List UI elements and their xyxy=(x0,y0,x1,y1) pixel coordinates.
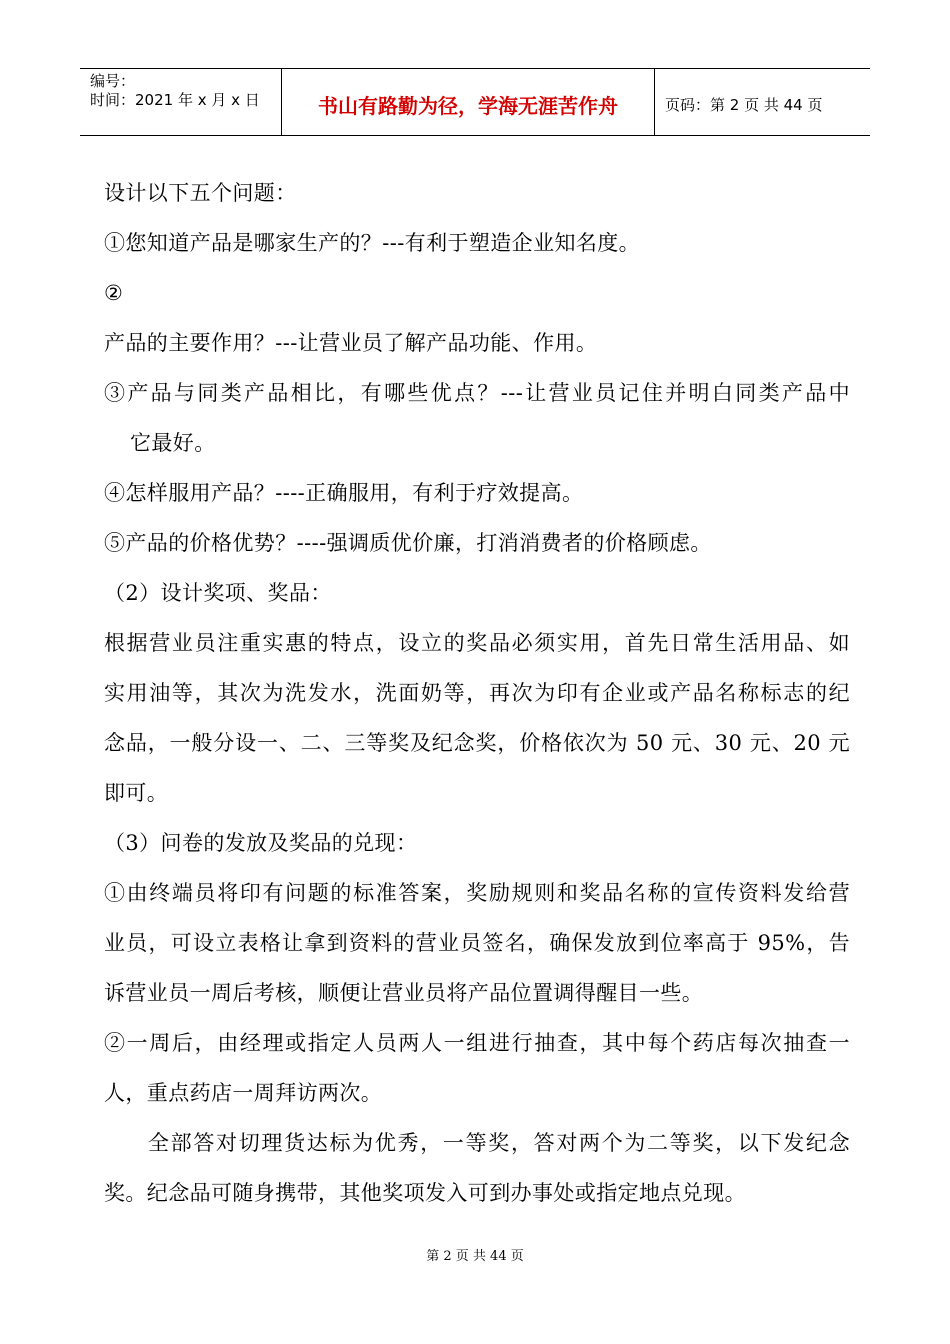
section-3-heading: （3）问卷的发放及奖品的兑现： xyxy=(104,831,418,855)
question-3-line: ③产品与同类产品相比，有哪些优点？---让营业员记住并明白同类产品中 xyxy=(104,381,850,405)
question-2-line: 产品的主要作用？---让营业员了解产品功能、作用。 xyxy=(104,331,598,355)
header-motto-cell xyxy=(282,69,655,135)
prize-paragraph-line: 即可。 xyxy=(104,781,169,805)
question-2-marker: ② xyxy=(104,281,124,305)
award-paragraph-line: 全部答对切理货达标为优秀，一等奖，答对两个为二等奖，以下发纪念 xyxy=(148,1131,850,1155)
prize-paragraph-line: 念品，一般分设一、二、三等奖及纪念奖，价格依次为 50 元、30 元、20 元 xyxy=(104,731,850,755)
section-2-heading: （2）设计奖项、奖品： xyxy=(104,581,332,605)
header-meta-cell xyxy=(80,69,282,135)
distribution-paragraph-line: ①由终端员将印有问题的标准答案，奖励规则和奖品名称的宣传资料发给营 xyxy=(104,881,850,905)
document-body xyxy=(104,168,850,1218)
distribution-paragraph-line: 业员，可设立表格让拿到资料的营业员签名，确保发放到位率高于 95%，告 xyxy=(104,931,850,955)
question-4-line: ④怎样服用产品？----正确服用，有利于疗效提高。 xyxy=(104,481,584,505)
award-paragraph-line: 奖。纪念品可随身携带，其他奖项发入可到办事处或指定地点兑现。 xyxy=(104,1181,746,1205)
prize-paragraph-line: 实用油等，其次为洗发水，洗面奶等，再次为印有企业或产品名称标志的纪 xyxy=(104,681,850,705)
document-date-label: 时间：2021 年 x 月 x 日 xyxy=(90,91,260,109)
header-table xyxy=(80,68,870,136)
header-page-cell xyxy=(655,69,870,135)
page-footer: 第 2 页 共 44 页 xyxy=(426,1249,524,1264)
inspection-paragraph-line: 人，重点药店一周拜访两次。 xyxy=(104,1081,383,1105)
question-3-continuation: 它最好。 xyxy=(130,431,216,455)
document-number-label: 编号： xyxy=(90,72,136,90)
header-motto: 书山有路勤为径，学海无涯苦作舟 xyxy=(318,93,618,118)
question-5-line: ⑤产品的价格优势？----强调质优价廉，打消消费者的价格顾虑。 xyxy=(104,531,712,555)
prize-paragraph-line: 根据营业员注重实惠的特点，设立的奖品必须实用，首先日常生活用品、如 xyxy=(104,631,850,655)
inspection-paragraph-line: ②一周后，由经理或指定人员两人一组进行抽查，其中每个药店每次抽查一 xyxy=(104,1031,850,1055)
paragraph-line: 设计以下五个问题： xyxy=(104,181,297,205)
header-page-label: 页码：第 2 页 共 44 页 xyxy=(665,95,823,114)
question-1-line: ①您知道产品是哪家生产的？---有利于塑造企业知名度。 xyxy=(104,231,641,255)
distribution-paragraph-line: 诉营业员一周后考核，顺便让营业员将产品位置调得醒目一些。 xyxy=(104,981,704,1005)
